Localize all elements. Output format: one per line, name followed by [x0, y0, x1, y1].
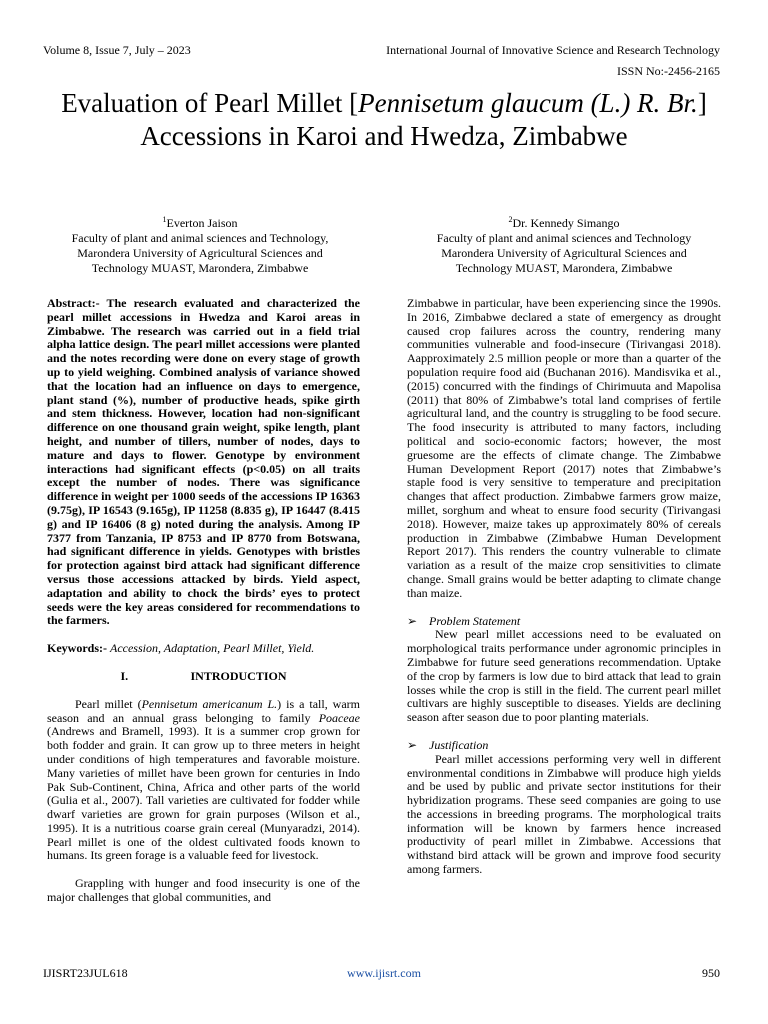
abstract: Abstract:- The research evaluated and characterized the pearl millet accessions in Hwedza and Karoi areas in Zimbabwe. The research was carried out in a field trial alpha lattice design. The pearl millet accessions were planted and the notes recording were done on every stage of growth up to yield weighing. Combined analysis of variance showed that the location had an influence on days to emergence, plant stand (%), number of productive heads, spike girth and stem thickness. However, location had non-significant difference on one thousand grain weight, spike length, plant height, and number of tillers, number of nodes, days to mature and days to flower. Genotype by environment interactions had significant effects (p<0.05) on all traits except the number of nodes. There was significance difference in weight per 1000 seeds of the accessions IP 16363 (9.75g), IP 16543 (9.165g), IP 11258 (8.835 g), IP 16447 (8.415 g) and IP 16406 (8 g) noted during the analysis. Among IP 7377 from Tanzania, IP 8753 and IP 8770 from Botswana, had significant difference in yields. Genotypes with bristles for protection against bird attack had significant difference versus those accessions attacked by birds. Yield aspect, adaptation and ability to chock the birds’ eyes to protect seeds were the key areas considered for recommendations to the farmers.: [47, 296, 360, 628]
header-issn: ISSN No:-2456-2165: [616, 64, 720, 78]
author-1-name: Everton Jaison: [166, 216, 238, 230]
problem-statement-text: New pearl millet accessions need to be evaluated on morphological traits performance under agronomic principles in Zimbabwe for future seed generations recommendation. Uptake of the crop by farmers is low due to bird attack that lead to grain losses while the crop is still in the field. The current pearl millet cultivars are highly susceptible to diseases. Yields are declining season after season due to poor planting materials.: [407, 627, 721, 725]
header-volume: Volume 8, Issue 7, July – 2023: [43, 43, 191, 57]
header-journal: International Journal of Innovative Science and Research Technology: [386, 43, 720, 57]
keywords: [47, 642, 360, 656]
author-2-affil-line1: Faculty of plant and animal sciences and Technology: [436, 231, 692, 245]
author-2-affil-line2: Marondera University of Agricultural Sciences and: [441, 246, 687, 260]
left-column: [47, 297, 360, 905]
intro-p1-text-b: ) is a tall, warm season and an annual grass belonging to family: [47, 696, 360, 725]
subheading-problem-statement: [407, 615, 721, 629]
intro-paragraph-1: [47, 698, 360, 864]
justification-heading: Justification: [429, 737, 489, 752]
author-block-1: [35, 212, 365, 276]
author-2-sup: 2: [508, 215, 513, 224]
section-title: INTRODUCTION: [190, 668, 287, 683]
author-1-affil-line1: Faculty of plant and animal sciences and Technology,: [71, 231, 329, 245]
section-heading-introduction: [47, 670, 360, 684]
intro-p1-text-a: Pearl millet (: [75, 696, 142, 711]
author-2-name: Dr. Kennedy Simango: [512, 216, 620, 230]
author-1-affil-line2: Marondera University of Agricultural Sciences and: [77, 246, 323, 260]
intro-paragraph-2-continued: Zimbabwe in particular, have been experiencing since the 1990s. In 2016, Zimbabwe declared a state of emergency as drought caused crop failures across the country, rendering many communities vulnerable and food-insecure (Tirivangasi 2018). Aapproximately 2.5 million people or more than a quarter of the population require food aid (Buchanan 2016). Mandisvika et al., (2015) concurred with the findings of Chirimuuta and Mapolisa (2011) that 80% of Zimbabwe’s total land comprises of fertile agricultural land, and the country is struggling to be food secure. The food insecurity is attributed to many factors, including political and socio-economic factors; however, the most gruesome are the effects of climate change. The Zimbabwe Human Development Report (2017) notes that Zimbabwe’s staple food is very sensitive to temperature and precipitation changes that affect production. Zimbabwe farmers grow maize, millet, sorghum and wheat to ensure food security (Tirivangasi 2018). However, maize takes up approximately 80% of cereals production in Zimbabwe (Zimbabwe Human Development Report 2017). This renders the country vulnerable to climate variation as a result of the maize crop sensitivities to climate change. Small grains would be better adapting to climate change than maize.: [407, 296, 721, 600]
footer-paper-id: IJISRT23JUL618: [43, 966, 128, 980]
subheading-justification: [407, 739, 721, 753]
footer-page-number: 950: [702, 966, 720, 980]
title-part2: ] Accessions in Karoi and Hwedza, Zimbabwe: [140, 88, 707, 151]
arrow-bullet-icon: ➢: [407, 613, 418, 628]
problem-heading: Problem Statement: [429, 613, 521, 628]
title-species: Pennisetum glaucum (L.) R. Br.: [358, 88, 698, 118]
footer-website-link[interactable]: www.ijisrt.com: [347, 966, 421, 980]
intro-p1-text-c: (Andrews and Bramell, 1993). It is a summer crop grown for both fodder and grain. It can grow up to three meters in height under conditions of high temperatures and favorable moisture. Many varieties of millet have been grown for centuries in Indo Pak Sub-Continent, China, Africa and other parts of the world (Gulia et al., 2007). Tall varieties are cultivated for fodder while dwarf varieties are grown for grain purposes (Wilson et al., 1995). It is a nutritious coarse grain cereal (Munyaradzi, 2014). Pearl millet is one of the oldest cultivated foods known to humans. Its green forage is a valuable feed for livestock.: [47, 724, 360, 863]
keywords-text: Accession, Adaptation, Pearl Millet, Yield.: [110, 641, 315, 656]
intro-paragraph-2: Grappling with hunger and food insecurity is one of the major challenges that global communities, and: [47, 876, 360, 905]
arrow-bullet-icon: ➢: [407, 737, 418, 752]
title-part1: Evaluation of Pearl Millet [: [61, 88, 359, 118]
author-1-affil-line3: Technology MUAST, Marondera, Zimbabwe: [91, 261, 309, 275]
author-block-2: [399, 212, 729, 276]
paper-title: [40, 87, 728, 153]
right-column: [407, 297, 721, 877]
intro-p1-species: Pennisetum americanum L.: [141, 696, 278, 711]
justification-text: Pearl millet accessions performing very well in different environmental conditions in Zimbabwe will produce high yields and be used by public and private sector institutions for their hybridization programs. These seed companies are going to use the accessions in breeding programs. The morphological traits information will be known by farmers hence increased productivity of pearl millet in Zimbabwe. Accessions that withstand bird attack will be grown and improve food security among farmers.: [407, 751, 721, 877]
author-1-sup: 1: [162, 215, 167, 224]
intro-p1-family: Poaceae: [318, 710, 360, 725]
author-2-affil-line3: Technology MUAST, Marondera, Zimbabwe: [455, 261, 673, 275]
keywords-label: Keywords:-: [47, 641, 107, 656]
section-number: I.: [120, 668, 129, 683]
